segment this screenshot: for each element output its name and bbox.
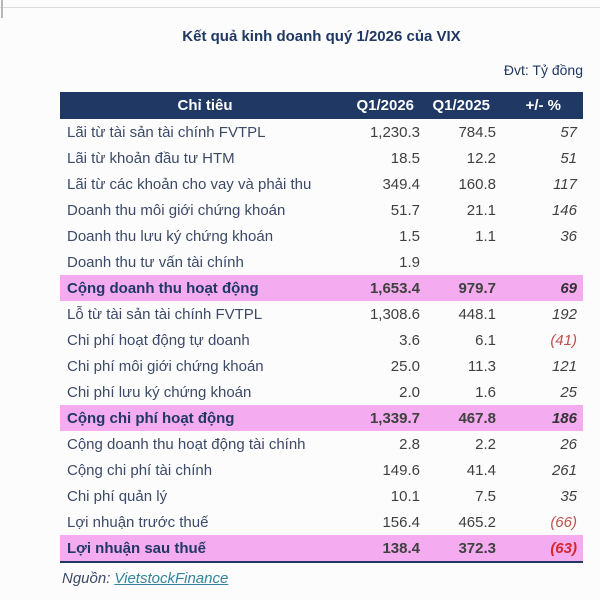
table-row bbox=[60, 197, 583, 223]
row-label: Lỗ từ tài sản tài chính FVTPL bbox=[67, 305, 263, 323]
row-label: Chi phí môi giới chứng khoán bbox=[67, 357, 264, 375]
row-label: Lợi nhuận trước thuế bbox=[67, 513, 209, 531]
value-change-pct: (63) bbox=[550, 539, 577, 557]
value-q1-2025: 448.1 bbox=[458, 305, 496, 323]
row-label: Lãi từ khoản đầu tư HTM bbox=[67, 149, 235, 167]
table-row bbox=[60, 171, 583, 197]
value-q1-2025: 160.8 bbox=[458, 175, 496, 193]
row-label: Chi phí hoạt động tự doanh bbox=[67, 331, 250, 349]
header-cell-change-pct: +/- % bbox=[525, 97, 561, 114]
table-row bbox=[60, 301, 583, 327]
value-q1-2026: 2.0 bbox=[399, 383, 420, 401]
value-q1-2025: 2.2 bbox=[475, 435, 496, 453]
table-row bbox=[60, 119, 583, 145]
source-prefix: Nguồn: bbox=[62, 570, 111, 587]
table-row bbox=[60, 223, 583, 249]
value-q1-2026: 1.5 bbox=[399, 227, 420, 245]
value-q1-2025: 979.7 bbox=[458, 279, 496, 297]
table-row bbox=[60, 509, 583, 535]
value-change-pct: 261 bbox=[551, 461, 577, 479]
header-cell-q1-2025: Q1/2025 bbox=[432, 97, 490, 114]
table-row bbox=[60, 457, 583, 483]
row-label: Chi phí lưu ký chứng khoán bbox=[67, 383, 252, 401]
row-label: Lợi nhuận sau thuế bbox=[67, 539, 206, 557]
value-q1-2026: 2.8 bbox=[399, 435, 420, 453]
value-change-pct: 192 bbox=[551, 305, 577, 323]
table-header-row bbox=[60, 92, 583, 119]
value-q1-2025: 11.3 bbox=[467, 357, 496, 375]
value-q1-2025: 1.1 bbox=[475, 227, 496, 245]
value-q1-2026: 25.0 bbox=[390, 357, 420, 375]
page-edge-top-line bbox=[0, 7, 600, 8]
table-row bbox=[60, 535, 583, 561]
value-q1-2025: 467.8 bbox=[458, 409, 496, 427]
table-row bbox=[60, 249, 583, 275]
results-table bbox=[60, 92, 583, 563]
value-change-pct: (66) bbox=[550, 513, 577, 531]
row-label: Cộng chi phí hoạt động bbox=[67, 409, 235, 427]
value-change-pct: (41) bbox=[550, 331, 577, 349]
header-cell-chi-tieu: Chỉ tiêu bbox=[177, 97, 233, 114]
page-edge-left-line bbox=[1, 0, 3, 18]
table-row bbox=[60, 405, 583, 431]
row-label: Cộng doanh thu hoạt động tài chính bbox=[67, 435, 306, 453]
row-label: Doanh thu môi giới chứng khoán bbox=[67, 201, 286, 219]
value-q1-2026: 1,230.3 bbox=[369, 123, 420, 141]
value-q1-2025: 7.5 bbox=[475, 487, 496, 505]
value-change-pct: 35 bbox=[560, 487, 577, 505]
unit-label: Đvt: Tỷ đồng bbox=[503, 62, 583, 78]
value-change-pct: 57 bbox=[560, 123, 577, 141]
value-q1-2025: 6.1 bbox=[475, 331, 496, 349]
value-q1-2026: 18.5 bbox=[390, 149, 420, 167]
value-q1-2025: 784.5 bbox=[458, 123, 496, 141]
value-q1-2026: 1,653.4 bbox=[369, 279, 420, 297]
table-row bbox=[60, 483, 583, 509]
value-q1-2026: 51.7 bbox=[390, 201, 420, 219]
value-q1-2026: 3.6 bbox=[399, 331, 420, 349]
row-label: Doanh thu tư vấn tài chính bbox=[67, 253, 244, 271]
table-row bbox=[60, 145, 583, 171]
value-change-pct: 36 bbox=[560, 227, 577, 245]
value-q1-2026: 1.9 bbox=[399, 253, 420, 271]
value-q1-2025: 465.2 bbox=[458, 513, 496, 531]
row-label: Lãi từ các khoản cho vay và phải thu bbox=[67, 175, 312, 193]
value-q1-2025: 21.1 bbox=[466, 201, 496, 219]
value-q1-2026: 1,308.6 bbox=[369, 305, 420, 323]
row-label: Lãi từ tài sản tài chính FVTPL bbox=[67, 123, 266, 141]
value-change-pct: 121 bbox=[551, 357, 577, 375]
row-label: Cộng chi phí tài chính bbox=[67, 461, 213, 479]
value-q1-2026: 138.4 bbox=[382, 539, 420, 557]
value-q1-2026: 156.4 bbox=[382, 513, 420, 531]
value-change-pct: 186 bbox=[551, 409, 577, 427]
value-q1-2026: 349.4 bbox=[382, 175, 420, 193]
row-label: Doanh thu lưu ký chứng khoán bbox=[67, 227, 274, 245]
table-body bbox=[60, 119, 583, 561]
value-change-pct: 146 bbox=[551, 201, 577, 219]
value-q1-2025: 12.2 bbox=[466, 149, 496, 167]
value-change-pct: 69 bbox=[560, 279, 577, 297]
value-q1-2026: 10.1 bbox=[390, 487, 420, 505]
row-label: Chi phí quản lý bbox=[67, 487, 168, 505]
value-q1-2026: 1,339.7 bbox=[369, 409, 420, 427]
page-title: Kết quả kinh doanh quý 1/2026 của VIX bbox=[182, 28, 461, 45]
table-row bbox=[60, 353, 583, 379]
source-link[interactable]: VietstockFinance bbox=[114, 570, 229, 587]
header-cell-q1-2026: Q1/2026 bbox=[356, 97, 414, 114]
value-q1-2025: 41.4 bbox=[466, 461, 496, 479]
table-row bbox=[60, 275, 583, 301]
table-row bbox=[60, 327, 583, 353]
value-q1-2025: 1.6 bbox=[475, 383, 496, 401]
row-label: Cộng doanh thu hoạt động bbox=[67, 279, 259, 297]
table-row bbox=[60, 379, 583, 405]
value-change-pct: 26 bbox=[560, 435, 577, 453]
table-row bbox=[60, 431, 583, 457]
value-change-pct: 117 bbox=[553, 175, 577, 193]
source-line bbox=[62, 570, 228, 587]
value-change-pct: 51 bbox=[560, 149, 577, 167]
value-change-pct: 25 bbox=[560, 383, 577, 401]
value-q1-2025: 372.3 bbox=[458, 539, 496, 557]
value-q1-2026: 149.6 bbox=[382, 461, 420, 479]
